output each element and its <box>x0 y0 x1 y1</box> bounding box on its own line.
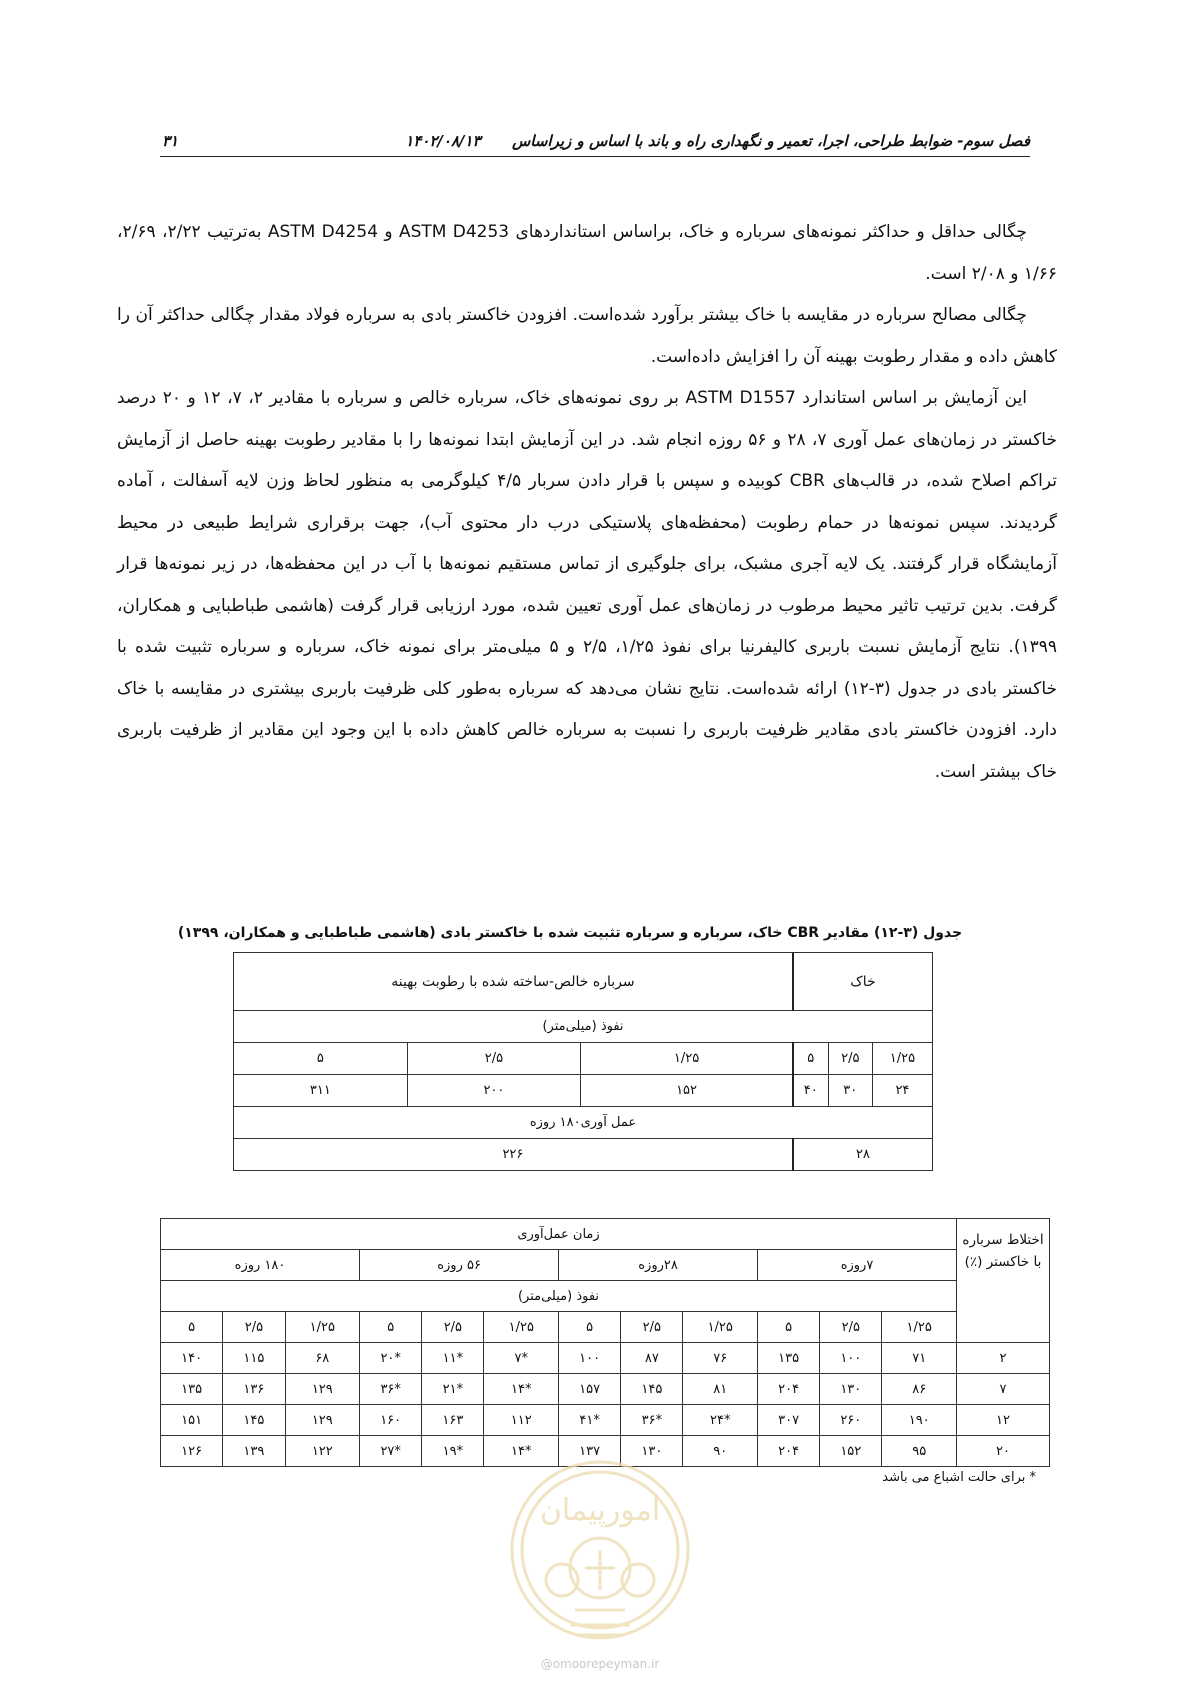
value-cell: ۹۰ <box>683 1436 758 1467</box>
value-cell: ۳۱۱ <box>234 1075 408 1107</box>
value-cell: ۱۴۵ <box>621 1374 683 1405</box>
watermark-text: امورپیمان <box>539 1493 661 1528</box>
mix-header: اختلاط سرباره با خاکستر (٪) <box>957 1219 1050 1343</box>
value-cell: ۲۶۰ <box>820 1405 882 1436</box>
header-date: ۱۴۰۲/۰۸/۱۳ <box>405 132 481 150</box>
value-cell: *۱۴ <box>484 1374 559 1405</box>
value-cell: ۹۵ <box>882 1436 957 1467</box>
value-cell: ۲۴ <box>872 1075 932 1107</box>
value-cell: ۱۳۷ <box>559 1436 621 1467</box>
value-cell: ۱۵۲ <box>820 1436 882 1467</box>
value-cell: ۲۰۴ <box>758 1436 820 1467</box>
penetration-cell: ۵ <box>161 1312 223 1343</box>
penetration-cell: ۲/۵ <box>621 1312 683 1343</box>
period-header: ۱۸۰ روزه <box>161 1250 360 1281</box>
penetration-cell: ۱/۲۵ <box>683 1312 758 1343</box>
value-cell: ۱۱۲ <box>484 1405 559 1436</box>
value-cell: ۱۵۷ <box>559 1374 621 1405</box>
curing-value-cell: ۲۲۶ <box>234 1139 793 1171</box>
value-cell: ۸۶ <box>882 1374 957 1405</box>
value-cell: ۱۳۹ <box>223 1436 285 1467</box>
period-header: ۵۶ روزه <box>360 1250 559 1281</box>
curing-header: عمل آوری۱۸۰ روزه <box>234 1107 933 1139</box>
gear-scale-seal-icon <box>500 1450 700 1660</box>
value-cell: ۱۳۰ <box>621 1436 683 1467</box>
penetration-cell: ۲/۵ <box>407 1043 581 1075</box>
curing-value-cell: ۲۸ <box>793 1139 933 1171</box>
value-cell: ۱۶۳ <box>422 1405 484 1436</box>
value-cell: ۱۰۰ <box>559 1343 621 1374</box>
value-cell: ۱۰۰ <box>820 1343 882 1374</box>
cbr-soil-slag-table <box>233 952 933 1171</box>
penetration-cell: ۱/۲۵ <box>484 1312 559 1343</box>
value-cell: ۱۲۹ <box>285 1405 360 1436</box>
chapter-title <box>405 132 1030 150</box>
value-cell: ۱۲۹ <box>285 1374 360 1405</box>
penetration-cell: ۵ <box>559 1312 621 1343</box>
penetration-cell: ۲/۵ <box>223 1312 285 1343</box>
table-footnote: * برای حالت اشباع می باشد <box>882 1470 1036 1485</box>
value-cell: ۷۱ <box>882 1343 957 1374</box>
value-cell: *۱۹ <box>422 1436 484 1467</box>
mix-cell: ۲۰ <box>957 1436 1050 1467</box>
body-text <box>117 212 1057 793</box>
period-header: ۲۸روزه <box>559 1250 758 1281</box>
penetration-header: نفوذ (میلی‌متر) <box>234 1011 933 1043</box>
paragraph-density: چگالی حداقل و حداکثر نمونه‌های سرباره و خاک، براساس استانداردهای ASTM D4253 و ASTM D4254 به‌ترتیب ۲/۲۲، ۲/۶۹، ۱/۶۶ و ۲/۰۸ است. <box>117 222 1057 284</box>
value-cell: *۳۶ <box>360 1374 422 1405</box>
penetration-cell: ۵ <box>793 1043 828 1075</box>
value-cell: ۱۴۵ <box>223 1405 285 1436</box>
value-cell: ۴۰ <box>793 1075 828 1107</box>
value-cell: ۷۶ <box>683 1343 758 1374</box>
page-number: ۳۱ <box>162 132 179 150</box>
value-cell: ۱۲۲ <box>285 1436 360 1467</box>
value-cell: ۲۰۴ <box>758 1374 820 1405</box>
penetration-cell: ۱/۲۵ <box>882 1312 957 1343</box>
value-cell: ۱۶۰ <box>360 1405 422 1436</box>
soil-header: خاک <box>793 953 933 1011</box>
slag-header: سرباره خالص-ساخته شده با رطوبت بهینه <box>234 953 793 1011</box>
penetration-cell: ۱/۲۵ <box>581 1043 793 1075</box>
value-cell: ۱۹۰ <box>882 1405 957 1436</box>
value-cell: ۱۵۲ <box>581 1075 793 1107</box>
value-cell: ۸۷ <box>621 1343 683 1374</box>
value-cell: ۲۰۰ <box>407 1075 581 1107</box>
penetration-row <box>234 1043 933 1075</box>
penetration-cell: ۵ <box>758 1312 820 1343</box>
value-cell: ۳۰۷ <box>758 1405 820 1436</box>
value-cell: ۱۵۱ <box>161 1405 223 1436</box>
page-header <box>160 128 1030 157</box>
value-cell: ۸۱ <box>683 1374 758 1405</box>
value-cell: *۱۴ <box>484 1436 559 1467</box>
chapter-title-text: فصل سوم- ضوابط طراحی، اجرا، تعمیر و نگهداری راه و باند با اساس و زیراساس <box>511 132 1030 150</box>
value-cell: ۳۰ <box>828 1075 872 1107</box>
value-cell: ۱۳۵ <box>161 1374 223 1405</box>
value-cell: ۱۲۶ <box>161 1436 223 1467</box>
value-cell: *۲۱ <box>422 1374 484 1405</box>
curing-value-row <box>234 1139 933 1171</box>
penetration-cell: ۱/۲۵ <box>285 1312 360 1343</box>
period-header: ۷روزه <box>758 1250 957 1281</box>
curing-time-header: زمان عمل‌آوری <box>161 1219 957 1250</box>
value-cell: *۲۷ <box>360 1436 422 1467</box>
value-cell: *۴۱ <box>559 1405 621 1436</box>
paragraph-slag-density: چگالی مصالح سرباره در مقایسه با خاک بیشتر برآورد شده‌است. افزودن خاکستر بادی به سرباره فولاد مقدار چگالی حداکثر آن را کاهش داده و مقدار رطوبت بهینه آن را افزایش داده‌است. <box>117 305 1057 367</box>
value-cell: ۱۴۰ <box>161 1343 223 1374</box>
penetration-cell: ۲/۵ <box>820 1312 882 1343</box>
value-cell: *۱۱ <box>422 1343 484 1374</box>
value-cell: ۱۱۵ <box>223 1343 285 1374</box>
penetration-cell: ۱/۲۵ <box>872 1043 932 1075</box>
value-cell: ۱۳۵ <box>758 1343 820 1374</box>
penetration-cell: ۵ <box>360 1312 422 1343</box>
paragraph-cbr-test: این آزمایش بر اساس استاندارد ASTM D1557 بر روی نمونه‌های خاک، سرباره خالص و سرباره با مقادیر ۲، ۷، ۱۲ و ۲۰ درصد خاکستر در زمان‌های عمل آوری ۷، ۲۸ و ۵۶ روزه انجام شد. در این آزمایش ابتدا نمونه‌ها را با مقادیر رطوبت بهینه حاصل از آزمایش تراکم اصلاح شده، در قالب‌های CBR کوبیده و سپس با قرار دادن سربار ۴/۵ کیلوگرمی به منظور لحاظ وزن لایه آسفالت ، آماده گردیدند. سپس نمونه‌ها در حمام رطوبت (محفظه‌های پلاستیکی درب دار محتوی آب)، جهت برقراری شرایط طبیعی در محیط آزمایشگاه قرار گرفتند. یک لایه آجری مشبک، برای جلوگیری از تماس مستقیم نمونه‌ها با آب در این محفظه‌ها، در زیر نمونه‌ها قرار گرفت. بدین ترتیب تاثیر محیط مرطوب در زمان‌های عمل آوری تعیین شده، مورد ارزیابی قرار گرفت (هاشمی طباطبایی و همکاران، ۱۳۹۹). نتایج آزمایش نسبت باربری کالیفرنیا برای نفوذ ۱/۲۵، ۲/۵ و ۵ میلی‌متر برای نمونه خاک، سرباره و سرباره تثبیت شده با خاکستر بادی در جدول (۳-۱۲) ارائه شده‌است. نتایج نشان می‌دهد که سرباره به‌طور کلی ظرفیت باربری بیشتری در مقایسه با خاک دارد. افزودن خاکستر بادی مقادیر ظرفیت باربری را نسبت به سرباره خالص کاهش داده با این وجود این مقادیر از ظرفیت باربری خاک بیشتر است. <box>117 388 1058 782</box>
penetration-header: نفوذ (میلی‌متر) <box>161 1281 957 1312</box>
table-row <box>161 1405 1050 1436</box>
value-cell: *۲۴ <box>683 1405 758 1436</box>
penetration-cell: ۲/۵ <box>422 1312 484 1343</box>
value-row <box>234 1075 933 1107</box>
value-cell: ۱۳۶ <box>223 1374 285 1405</box>
value-cell: *۳۶ <box>621 1405 683 1436</box>
mix-cell: ۱۲ <box>957 1405 1050 1436</box>
mix-cell: ۷ <box>957 1374 1050 1405</box>
watermark-link: @omoorepeyman.ir <box>540 1657 660 1671</box>
value-cell: *۷ <box>484 1343 559 1374</box>
penetration-row <box>161 1312 1050 1343</box>
penetration-cell: ۲/۵ <box>828 1043 872 1075</box>
mix-cell: ۲ <box>957 1343 1050 1374</box>
penetration-cell: ۵ <box>234 1043 408 1075</box>
table-caption: جدول (۳-۱۲) مقادیر CBR خاک، سرباره و سرباره تثبیت شده با خاکستر بادی (هاشمی طباطبایی و همکاران، ۱۳۹۹) <box>177 925 963 941</box>
value-cell: ۶۸ <box>285 1343 360 1374</box>
value-cell: ۱۳۰ <box>820 1374 882 1405</box>
cbr-fly-ash-table <box>160 1218 1050 1467</box>
value-cell: *۲۰ <box>360 1343 422 1374</box>
table-row <box>161 1374 1050 1405</box>
table-row <box>161 1343 1050 1374</box>
